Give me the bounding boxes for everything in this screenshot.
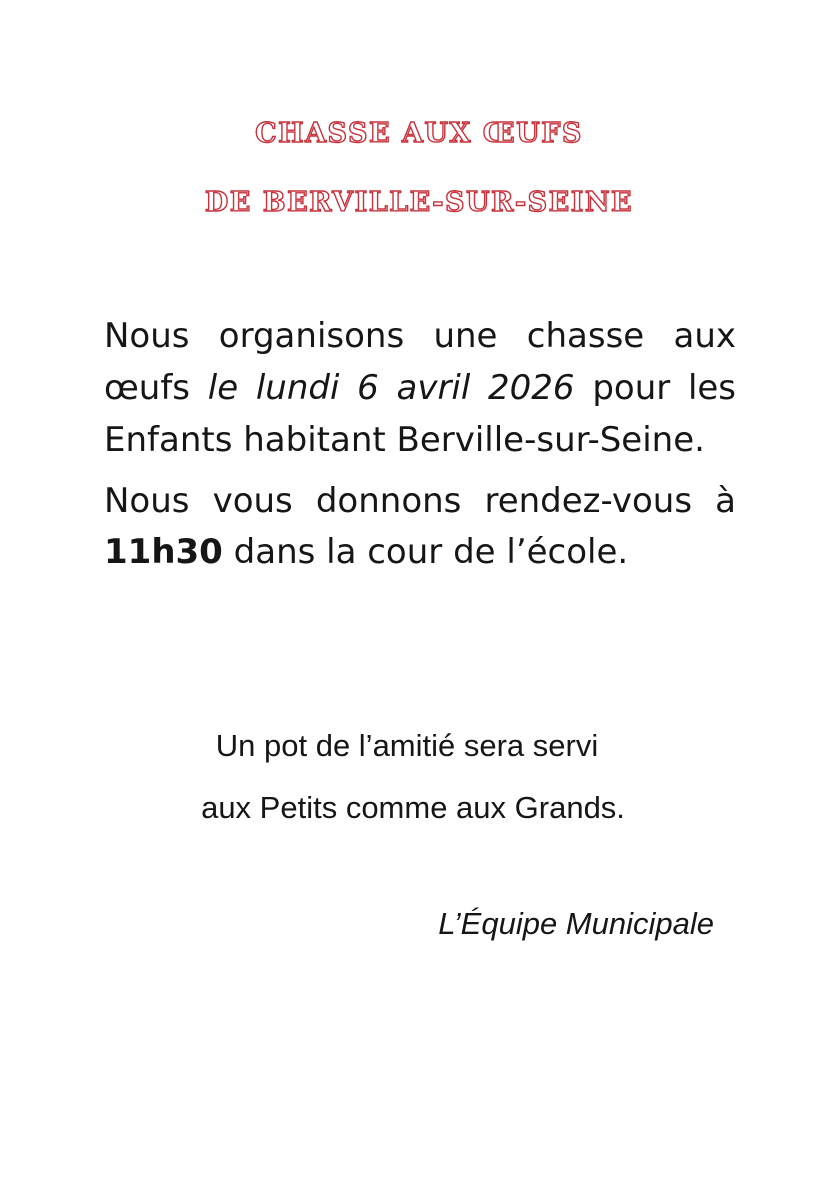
oeufs-word: œufs — [104, 368, 191, 408]
title-line-2: DE BERVILLE-SUR-SEINE — [204, 187, 634, 218]
pour-les-text: pour les — [592, 368, 737, 408]
closing-line-1: Un pot de l’amitié sera servi — [215, 728, 599, 763]
paragraph2-line1: Nous vous donnons rendez-vous à — [104, 481, 736, 521]
location-text: dans la cour de l’école. — [233, 532, 629, 572]
paragraph1-line1: Nous organisons une chasse aux — [104, 316, 736, 356]
paragraph1-line2 — [104, 364, 736, 412]
title-line-1: CHASSE AUX ŒUFS — [255, 118, 583, 149]
paragraph2-line2 — [104, 528, 736, 576]
closing-line-2: aux Petits comme aux Grands. — [201, 790, 625, 825]
event-date: le lundi 6 avril 2026 — [207, 368, 575, 408]
paragraph1-line3: Enfants habitant Berville-sur-Seine. — [104, 420, 705, 460]
signature: L’Équipe Municipale — [438, 906, 714, 941]
event-time: 11h30 — [104, 532, 223, 572]
